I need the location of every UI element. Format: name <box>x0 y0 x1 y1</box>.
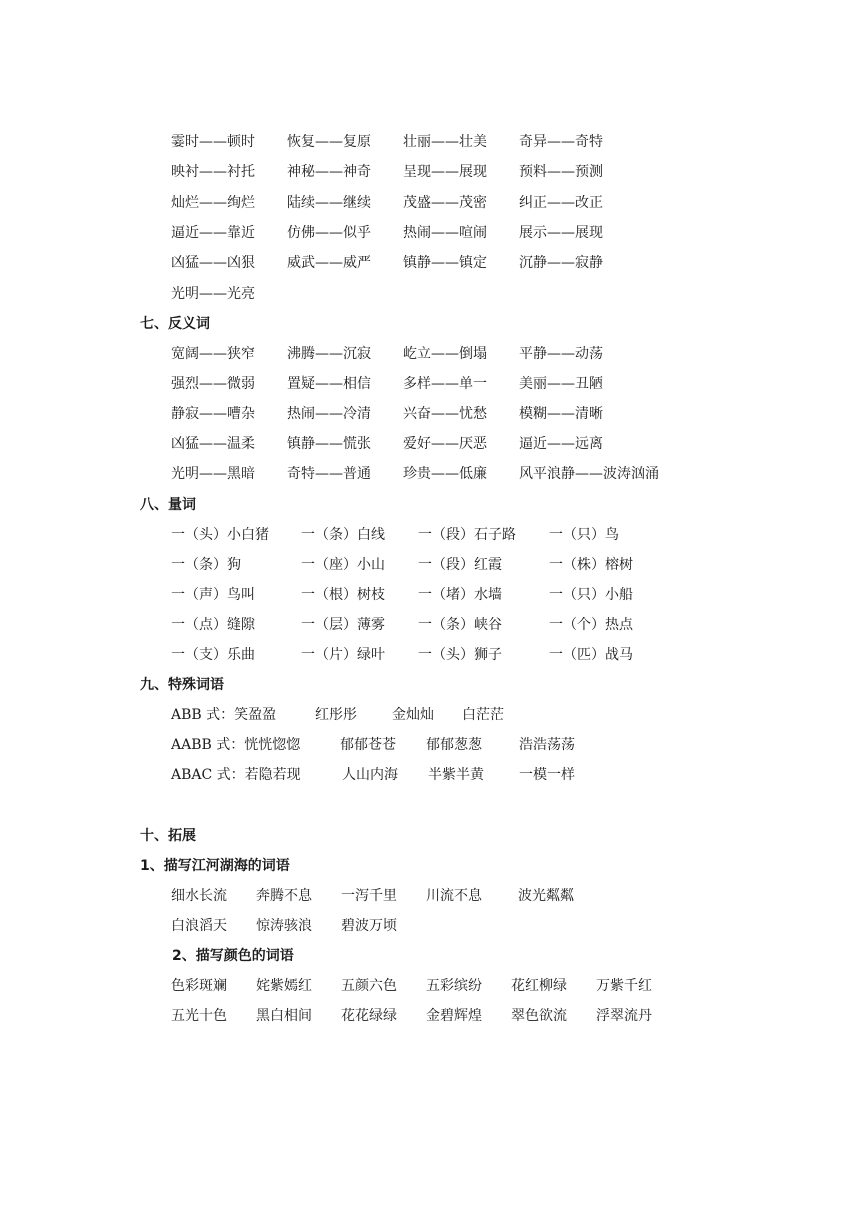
word-pair: 凶猛——凶狠 <box>171 255 255 271</box>
pattern-word: 浩浩荡荡 <box>519 737 575 753</box>
word-pair: 呈现——展现 <box>403 164 487 180</box>
word-pair: 威武——威严 <box>287 255 371 271</box>
pattern-word: AABB 式：恍恍惚惚 <box>171 737 301 753</box>
pattern-word: 郁郁葱葱 <box>426 737 482 753</box>
measure-phrase: 一（条）狗 <box>171 557 241 573</box>
measure-phrase: 一（声）鸟叫 <box>171 587 255 603</box>
measure-phrase: 一（条）白线 <box>301 527 385 543</box>
idiom: 细水长流 <box>171 888 227 904</box>
pattern-word: 金灿灿 <box>392 707 434 723</box>
idiom: 惊涛骇浪 <box>256 918 312 934</box>
measure-phrase: 一（堵）水墙 <box>418 587 502 603</box>
word-pair: 静寂——嘈杂 <box>171 406 255 422</box>
pattern-word: 白茫茫 <box>462 707 504 723</box>
idiom: 花花绿绿 <box>341 1008 397 1024</box>
measure-phrase: 一（头）小白猪 <box>171 527 269 543</box>
measure-phrase: 一（座）小山 <box>301 557 385 573</box>
measure-phrase: 一（支）乐曲 <box>171 647 255 663</box>
measure-phrase: 一（只）鸟 <box>549 527 619 543</box>
idiom: 波光粼粼 <box>518 888 574 904</box>
word-pair: 仿佛——似乎 <box>287 225 371 241</box>
word-pair: 热闹——喧闹 <box>403 225 487 241</box>
word-pair: 光明——光亮 <box>171 286 255 302</box>
measure-phrase: 一（层）薄雾 <box>301 617 385 633</box>
section-heading-special-words: 九、特殊词语 <box>140 677 224 693</box>
word-pair: 模糊——清晰 <box>519 406 603 422</box>
section-heading-extension: 十、拓展 <box>140 828 196 844</box>
idiom: 黑白相间 <box>256 1008 312 1024</box>
pattern-word: 人山内海 <box>342 767 398 783</box>
word-pair: 热闹——冷清 <box>287 406 371 422</box>
word-pair: 屹立——倒塌 <box>403 346 487 362</box>
pattern-word: 红彤彤 <box>315 707 357 723</box>
word-pair: 映衬——衬托 <box>171 164 255 180</box>
measure-phrase: 一（条）峡谷 <box>418 617 502 633</box>
word-pair: 平静——动荡 <box>519 346 603 362</box>
idiom: 白浪滔天 <box>171 918 227 934</box>
word-pair: 宽阔——狭窄 <box>171 346 255 362</box>
idiom: 碧波万顷 <box>341 918 397 934</box>
word-pair: 奇特——普通 <box>287 466 371 482</box>
idiom: 川流不息 <box>426 888 482 904</box>
measure-phrase: 一（株）榕树 <box>549 557 633 573</box>
word-pair: 神秘——神奇 <box>287 164 371 180</box>
pattern-word: ABB 式：笑盈盈 <box>171 707 277 723</box>
word-pair: 风平浪静——波涛汹涌 <box>519 466 659 482</box>
word-pair: 镇静——镇定 <box>403 255 487 271</box>
word-pair: 兴奋——忧愁 <box>403 406 487 422</box>
word-pair: 壮丽——壮美 <box>403 134 487 150</box>
idiom: 奔腾不息 <box>256 888 312 904</box>
measure-phrase: 一（片）绿叶 <box>301 647 385 663</box>
word-pair: 灿烂——绚烂 <box>171 195 255 211</box>
measure-phrase: 一（头）狮子 <box>418 647 502 663</box>
idiom: 浮翠流丹 <box>596 1008 652 1024</box>
word-pair: 爱好——厌恶 <box>403 436 487 452</box>
pattern-word: 郁郁苍苍 <box>340 737 396 753</box>
word-pair: 茂盛——茂密 <box>403 195 487 211</box>
section-heading-measure-words: 八、量词 <box>140 497 196 513</box>
measure-phrase: 一（段）红霞 <box>418 557 502 573</box>
word-pair: 光明——黑暗 <box>171 466 255 482</box>
word-pair: 镇静——慌张 <box>287 436 371 452</box>
idiom: 五颜六色 <box>341 978 397 994</box>
measure-phrase: 一（根）树枝 <box>301 587 385 603</box>
word-pair: 多样——单一 <box>403 376 487 392</box>
word-pair: 沸腾——沉寂 <box>287 346 371 362</box>
word-pair: 置疑——相信 <box>287 376 371 392</box>
section-heading-antonyms: 七、反义词 <box>140 316 210 332</box>
idiom: 姹紫嫣红 <box>256 978 312 994</box>
idiom: 翠色欲流 <box>511 1008 567 1024</box>
pattern-word: 半紫半黄 <box>428 767 484 783</box>
word-pair: 陆续——继续 <box>287 195 371 211</box>
word-pair: 沉静——寂静 <box>519 255 603 271</box>
sub-heading-color-words: 2、描写颜色的词语 <box>172 948 294 964</box>
idiom: 一泻千里 <box>341 888 397 904</box>
idiom: 色彩斑斓 <box>171 978 227 994</box>
word-pair: 逼近——靠近 <box>171 225 255 241</box>
idiom: 万紫千红 <box>596 978 652 994</box>
idiom: 五彩缤纷 <box>426 978 482 994</box>
word-pair: 逼近——远离 <box>519 436 603 452</box>
word-pair: 强烈——微弱 <box>171 376 255 392</box>
word-pair: 奇异——奇特 <box>519 134 603 150</box>
measure-phrase: 一（个）热点 <box>549 617 633 633</box>
idiom: 金碧辉煌 <box>426 1008 482 1024</box>
pattern-word: ABAC 式：若隐若现 <box>171 767 301 783</box>
measure-phrase: 一（匹）战马 <box>549 647 633 663</box>
word-pair: 霎时——顿时 <box>171 134 255 150</box>
idiom: 五光十色 <box>171 1008 227 1024</box>
word-pair: 恢复——复原 <box>287 134 371 150</box>
word-pair: 凶猛——温柔 <box>171 436 255 452</box>
measure-phrase: 一（只）小船 <box>549 587 633 603</box>
measure-phrase: 一（点）缝隙 <box>171 617 255 633</box>
word-pair: 预料——预测 <box>519 164 603 180</box>
idiom: 花红柳绿 <box>511 978 567 994</box>
word-pair: 珍贵——低廉 <box>403 466 487 482</box>
sub-heading-water-words: 1、描写江河湖海的词语 <box>140 858 290 874</box>
word-pair: 展示——展现 <box>519 225 603 241</box>
word-pair: 纠正——改正 <box>519 195 603 211</box>
measure-phrase: 一（段）石子路 <box>418 527 516 543</box>
word-pair: 美丽——丑陋 <box>519 376 603 392</box>
pattern-word: 一模一样 <box>519 767 575 783</box>
